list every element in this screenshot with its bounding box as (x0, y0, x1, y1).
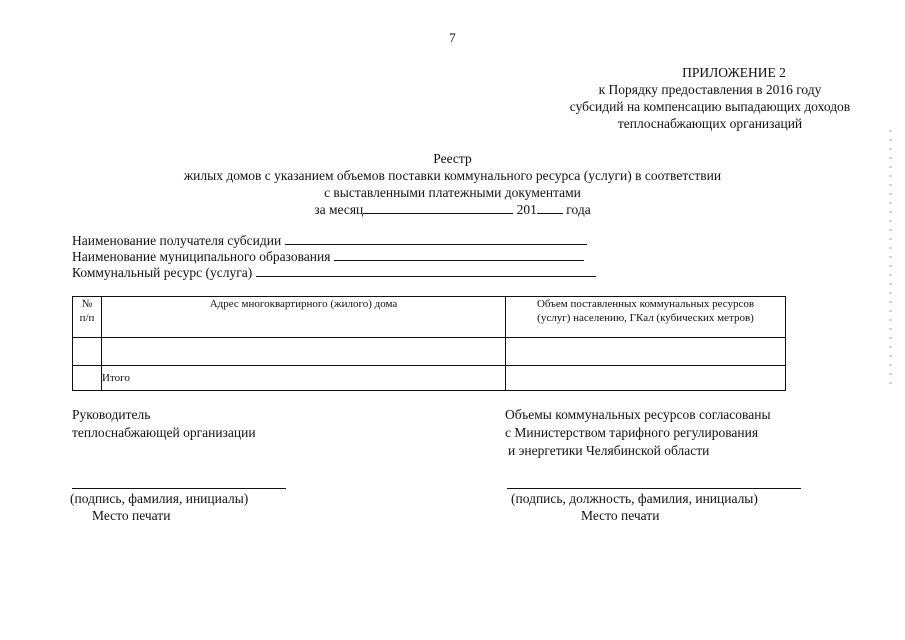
municipality-blank[interactable] (334, 249, 584, 261)
left-line-1: Руководитель (72, 407, 151, 422)
heading-title: Реестр (433, 151, 472, 166)
year-blank[interactable] (537, 202, 563, 214)
right-line-3: и энергетики Челябинской области (508, 443, 710, 458)
table-row (73, 338, 786, 366)
right-line-1: Объемы коммунальных ресурсов согласованы (505, 407, 771, 422)
field-recipient (72, 233, 596, 249)
recipient-blank[interactable] (285, 233, 587, 245)
appendix-line-3: теплоснабжающих организаций (617, 116, 803, 131)
left-caption: (подпись, фамилия, инициалы) (70, 491, 249, 506)
header-number-line-2: п/п (79, 312, 95, 324)
form-fields (72, 233, 596, 281)
cell-total-number (73, 366, 102, 391)
cell-address[interactable] (102, 338, 506, 366)
signature-left (72, 406, 256, 442)
appendix-title: ПРИЛОЖЕНИЕ 2 (682, 65, 786, 80)
right-line-2: с Министерством тарифного регулирования (505, 425, 759, 440)
field-municipality (72, 249, 596, 265)
period-year: 201 (516, 202, 537, 217)
header-volume-line-2: (услуг) населению, ГКал (кубических метров) (537, 312, 754, 324)
right-stamp: Место печати (581, 508, 660, 523)
header-number (73, 297, 102, 338)
left-line-2: теплоснабжающей организации (72, 425, 256, 440)
field-resource (72, 265, 596, 281)
resource-blank[interactable] (256, 265, 596, 277)
municipality-label: Наименование муниципального образования (72, 249, 331, 264)
total-label: Итого (102, 366, 506, 391)
appendix-line-2: субсидий на компенсацию выпадающих доходов (569, 99, 851, 114)
resource-label: Коммунальный ресурс (услуга) (72, 265, 253, 280)
document-heading (100, 150, 805, 218)
cell-total-volume[interactable] (506, 366, 786, 391)
left-stamp: Место печати (92, 508, 171, 523)
page-number: 7 (449, 30, 456, 45)
header-volume-line-1: Объем поставленных коммунальных ресурсов (536, 298, 755, 310)
heading-line-1: жилых домов с указанием объемов поставки коммунального ресурса (услуги) в соответствии (183, 168, 722, 183)
header-volume (506, 297, 786, 338)
table-total-row (73, 366, 786, 391)
registry-table (72, 296, 786, 391)
cell-number[interactable] (73, 338, 102, 366)
cell-volume[interactable] (506, 338, 786, 366)
period-suffix: года (566, 202, 591, 217)
month-blank[interactable] (363, 202, 513, 214)
header-number-line-1: № (81, 298, 93, 310)
right-signature-line[interactable] (507, 488, 801, 489)
recipient-label: Наименование получателя субсидии (72, 233, 282, 248)
heading-line-2: с выставленными платежными документами (324, 185, 581, 200)
left-signature-line[interactable] (72, 488, 286, 489)
scan-artifact (889, 130, 892, 390)
signature-right (505, 406, 771, 460)
header-address: Адрес многоквартирного (жилого) дома (102, 297, 506, 338)
right-caption: (подпись, должность, фамилия, инициалы) (511, 491, 758, 506)
heading-period (100, 201, 805, 218)
appendix-header (545, 64, 875, 132)
table-header-row (73, 297, 786, 338)
appendix-line-1: к Порядку предоставления в 2016 году (598, 82, 822, 97)
period-prefix: за месяц (314, 202, 364, 217)
